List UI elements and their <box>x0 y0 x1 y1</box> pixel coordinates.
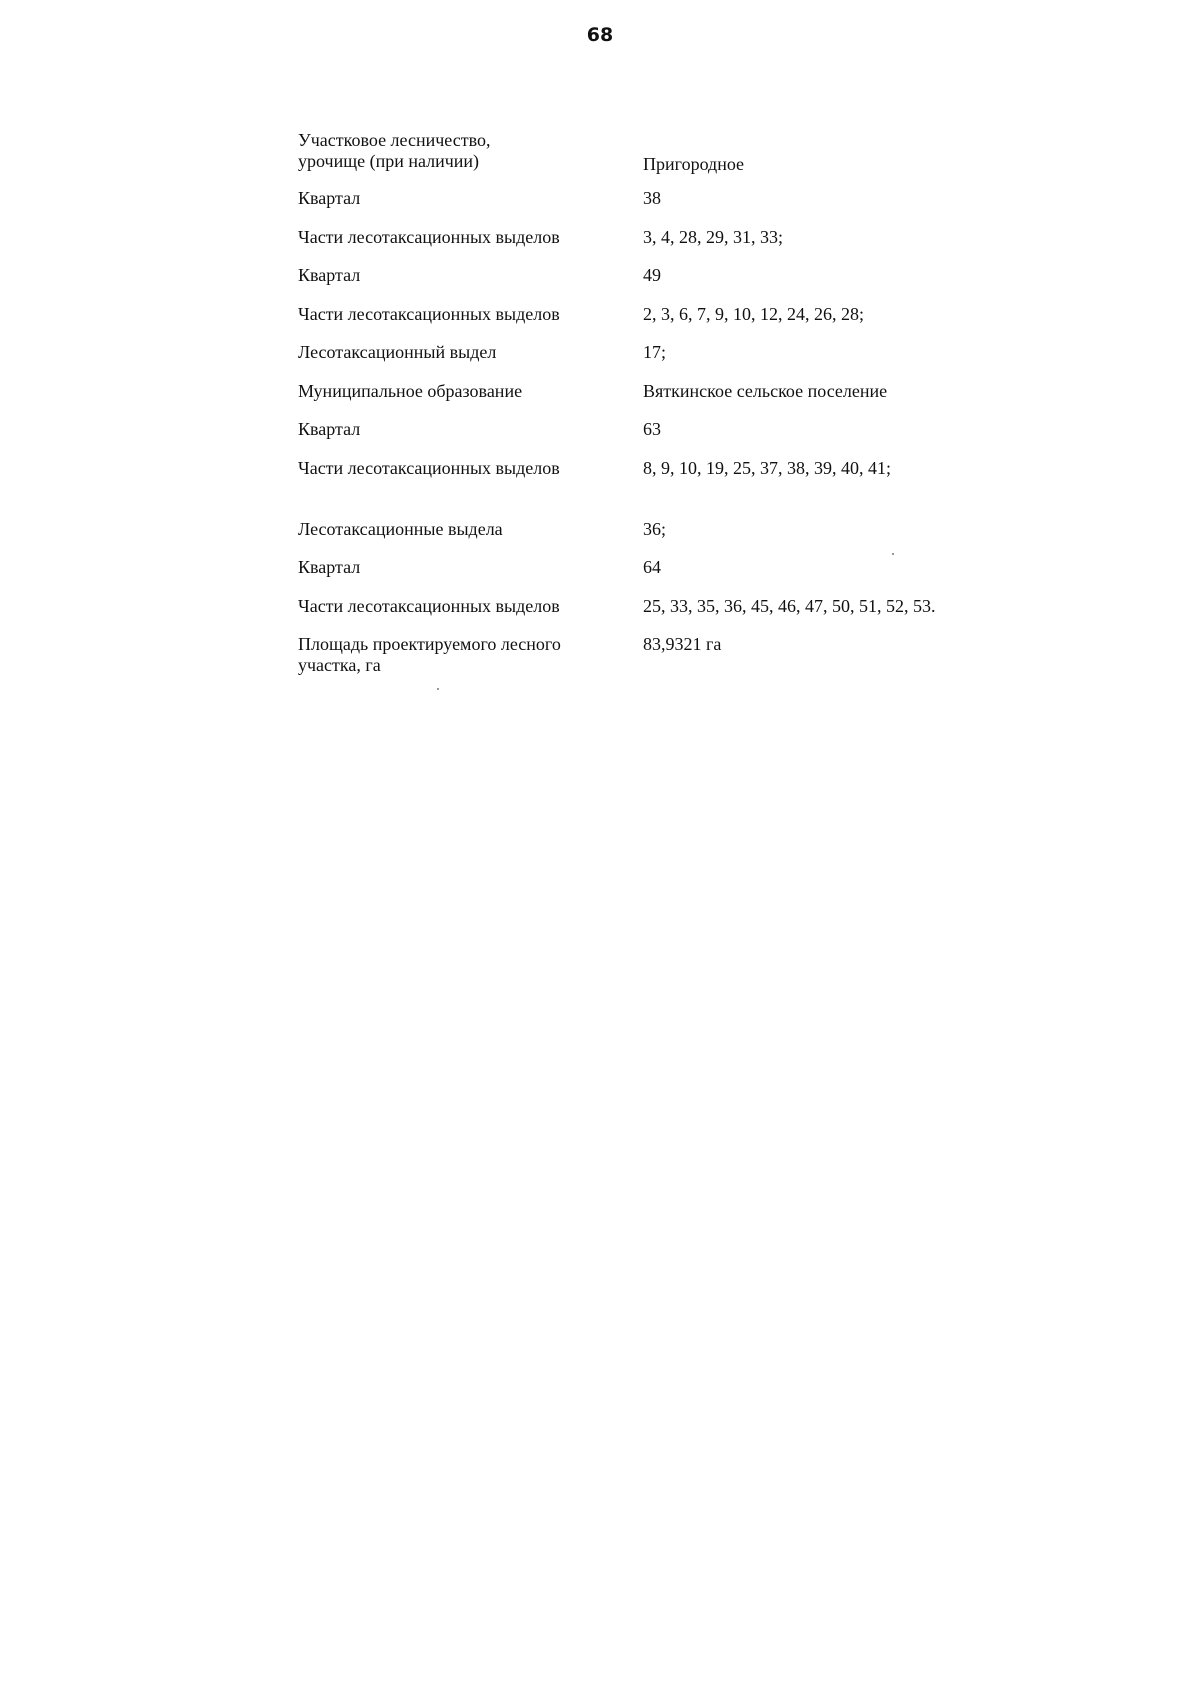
row-label: Части лесотаксационных выделов <box>298 595 560 616</box>
row-value: 63 <box>643 419 661 439</box>
detail-row <box>298 188 1018 227</box>
scan-speck <box>892 553 894 555</box>
row-label: Части лесотаксационных выделов <box>298 226 560 247</box>
row-label: Квартал <box>298 419 361 439</box>
row-label: Части лесотаксационных выделов <box>298 303 560 324</box>
row-value: 8, 9, 10, 19, 25, 37, 38, 39, 40, 41; <box>643 457 892 478</box>
detail-row <box>298 519 1018 558</box>
detail-row <box>298 265 1018 304</box>
row-value: Пригородное <box>643 154 745 174</box>
row-label: Части лесотаксационных выделов <box>298 457 560 478</box>
row-value: 3, 4, 28, 29, 31, 33; <box>643 226 784 247</box>
detail-row <box>298 557 1018 596</box>
row-label: Квартал <box>298 557 361 577</box>
detail-row <box>298 381 1018 420</box>
row-value: 36; <box>643 518 667 539</box>
row-value: 64 <box>643 557 661 577</box>
row-value: 2, 3, 6, 7, 9, 10, 12, 24, 26, 28; <box>643 303 865 324</box>
row-label: Лесотаксационные выдела <box>298 518 503 539</box>
row-label: Муниципальное образование <box>298 380 523 401</box>
row-value: 38 <box>643 188 661 208</box>
detail-row <box>298 458 1018 519</box>
row-value: 17; <box>643 342 667 362</box>
row-value: 83,9321 га <box>643 634 722 654</box>
detail-row <box>298 342 1018 381</box>
detail-row <box>298 227 1018 266</box>
row-label: Квартал <box>298 188 361 208</box>
detail-row <box>298 130 1018 188</box>
detail-row <box>298 596 1018 635</box>
detail-row <box>298 419 1018 458</box>
row-label: Площадь проектируемого лесного участка, га <box>298 634 561 675</box>
detail-row <box>298 634 1018 673</box>
page-number: 68 <box>586 24 614 46</box>
row-label: Участковое лесничество, урочище (при наличии) <box>298 130 491 171</box>
row-value: Вяткинское сельское поселение <box>643 380 888 401</box>
row-label: Квартал <box>298 265 361 285</box>
detail-row <box>298 304 1018 343</box>
row-value: 25, 33, 35, 36, 45, 46, 47, 50, 51, 52, 53. <box>643 595 936 616</box>
row-label: Лесотаксационный выдел <box>298 342 497 362</box>
row-value: 49 <box>643 265 661 285</box>
scan-speck <box>437 688 439 690</box>
forest-plot-details <box>298 130 1018 673</box>
